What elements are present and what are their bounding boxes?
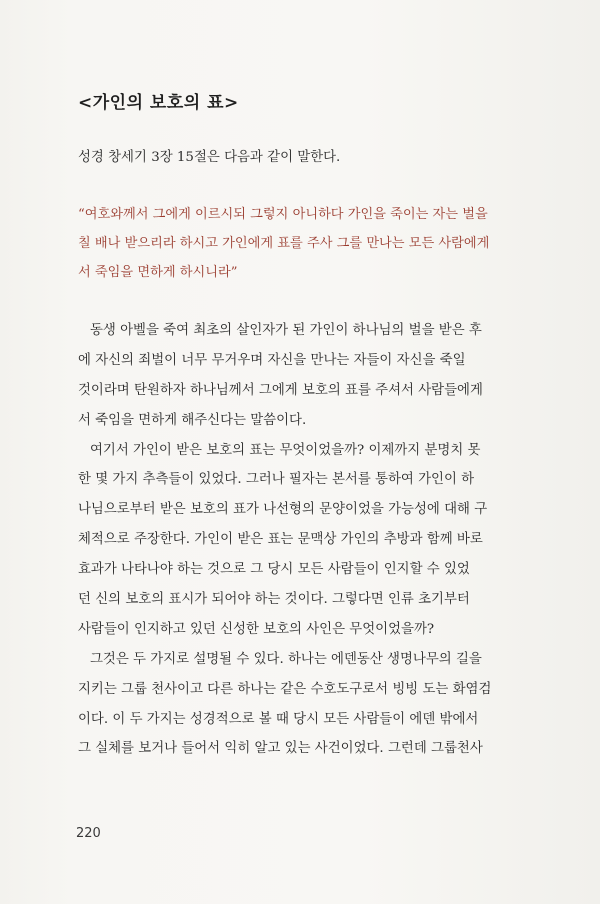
paragraph-1-line: 것이라며 탄원하자 하나님께서 그에게 보호의 표를 주셔서 사람들에게 xyxy=(78,382,483,398)
paragraph-3-line: 그 실체를 보거나 들어서 익히 알고 있는 사건이었다. 그런데 그룹천사 xyxy=(78,741,483,757)
paragraph-3-line: 그것은 두 가지로 설명될 수 있다. 하나는 에덴동산 생명나무의 길을 xyxy=(90,651,482,667)
paragraph-2-line: 여기서 가인이 받은 보호의 표는 무엇이었을까? 이제까지 분명치 못 xyxy=(90,442,481,458)
paragraph-1-line: 에 자신의 죄벌이 너무 무거우며 자신을 만나는 자들이 자신을 죽일 xyxy=(78,352,466,368)
paragraph-2-line: 한 몇 가지 추측들이 있었다. 그러나 필자는 본서를 통하여 가인이 하 xyxy=(78,472,475,488)
paragraph-2-line: 나님으로부터 받은 보호의 표가 나선형의 문양이었을 가능성에 대해 구 xyxy=(78,502,488,518)
quote-line: “여호와께서 그에게 이르시되 그렇지 아니하다 가인을 죽이는 자는 벌을 xyxy=(78,207,488,222)
section-heading: <가인의 보호의 표> xyxy=(78,93,239,113)
paragraph-3-line: 지키는 그룹 천사이고 다른 하나는 같은 수호도구로서 빙빙 도는 화염검 xyxy=(78,681,492,697)
paragraph-3-line: 이다. 이 두 가지는 성경적으로 볼 때 당시 모든 사람들이 에덴 밖에서 xyxy=(78,711,479,727)
paragraph-2-line: 사람들이 인지하고 있던 신성한 보호의 사인은 무엇이었을까? xyxy=(78,621,435,637)
paragraph-2-line: 체적으로 주장한다. 가인이 받은 표는 문맥상 가인의 추방과 함께 바로 xyxy=(78,532,483,548)
scripture-quote xyxy=(78,200,548,287)
paragraph-2-line: 던 신의 보호의 표시가 되어야 하는 것이다. 그렇다면 인류 초기부터 xyxy=(78,592,470,608)
quote-line: 칠 배나 받으리라 하시고 가인에게 표를 주사 그를 만나는 모든 사람에게 xyxy=(78,236,490,251)
paragraph-1-line: 동생 아벨을 죽여 최초의 살인자가 된 가인이 하나님의 벌을 받은 후 xyxy=(90,323,482,338)
quote-line: 서 죽임을 면하게 하시니라” xyxy=(78,265,238,280)
page-number: 220 xyxy=(76,826,101,841)
paragraph-2-line: 효과가 나타나야 하는 것으로 그 당시 모든 사람들이 인지할 수 있었 xyxy=(78,562,470,578)
paragraph-1-line: 서 죽임을 면하게 해주신다는 말씀이다. xyxy=(78,412,307,428)
body-paragraphs xyxy=(78,316,554,764)
intro-sentence: 성경 창세기 3장 15절은 다음과 같이 말한다. xyxy=(78,150,341,165)
